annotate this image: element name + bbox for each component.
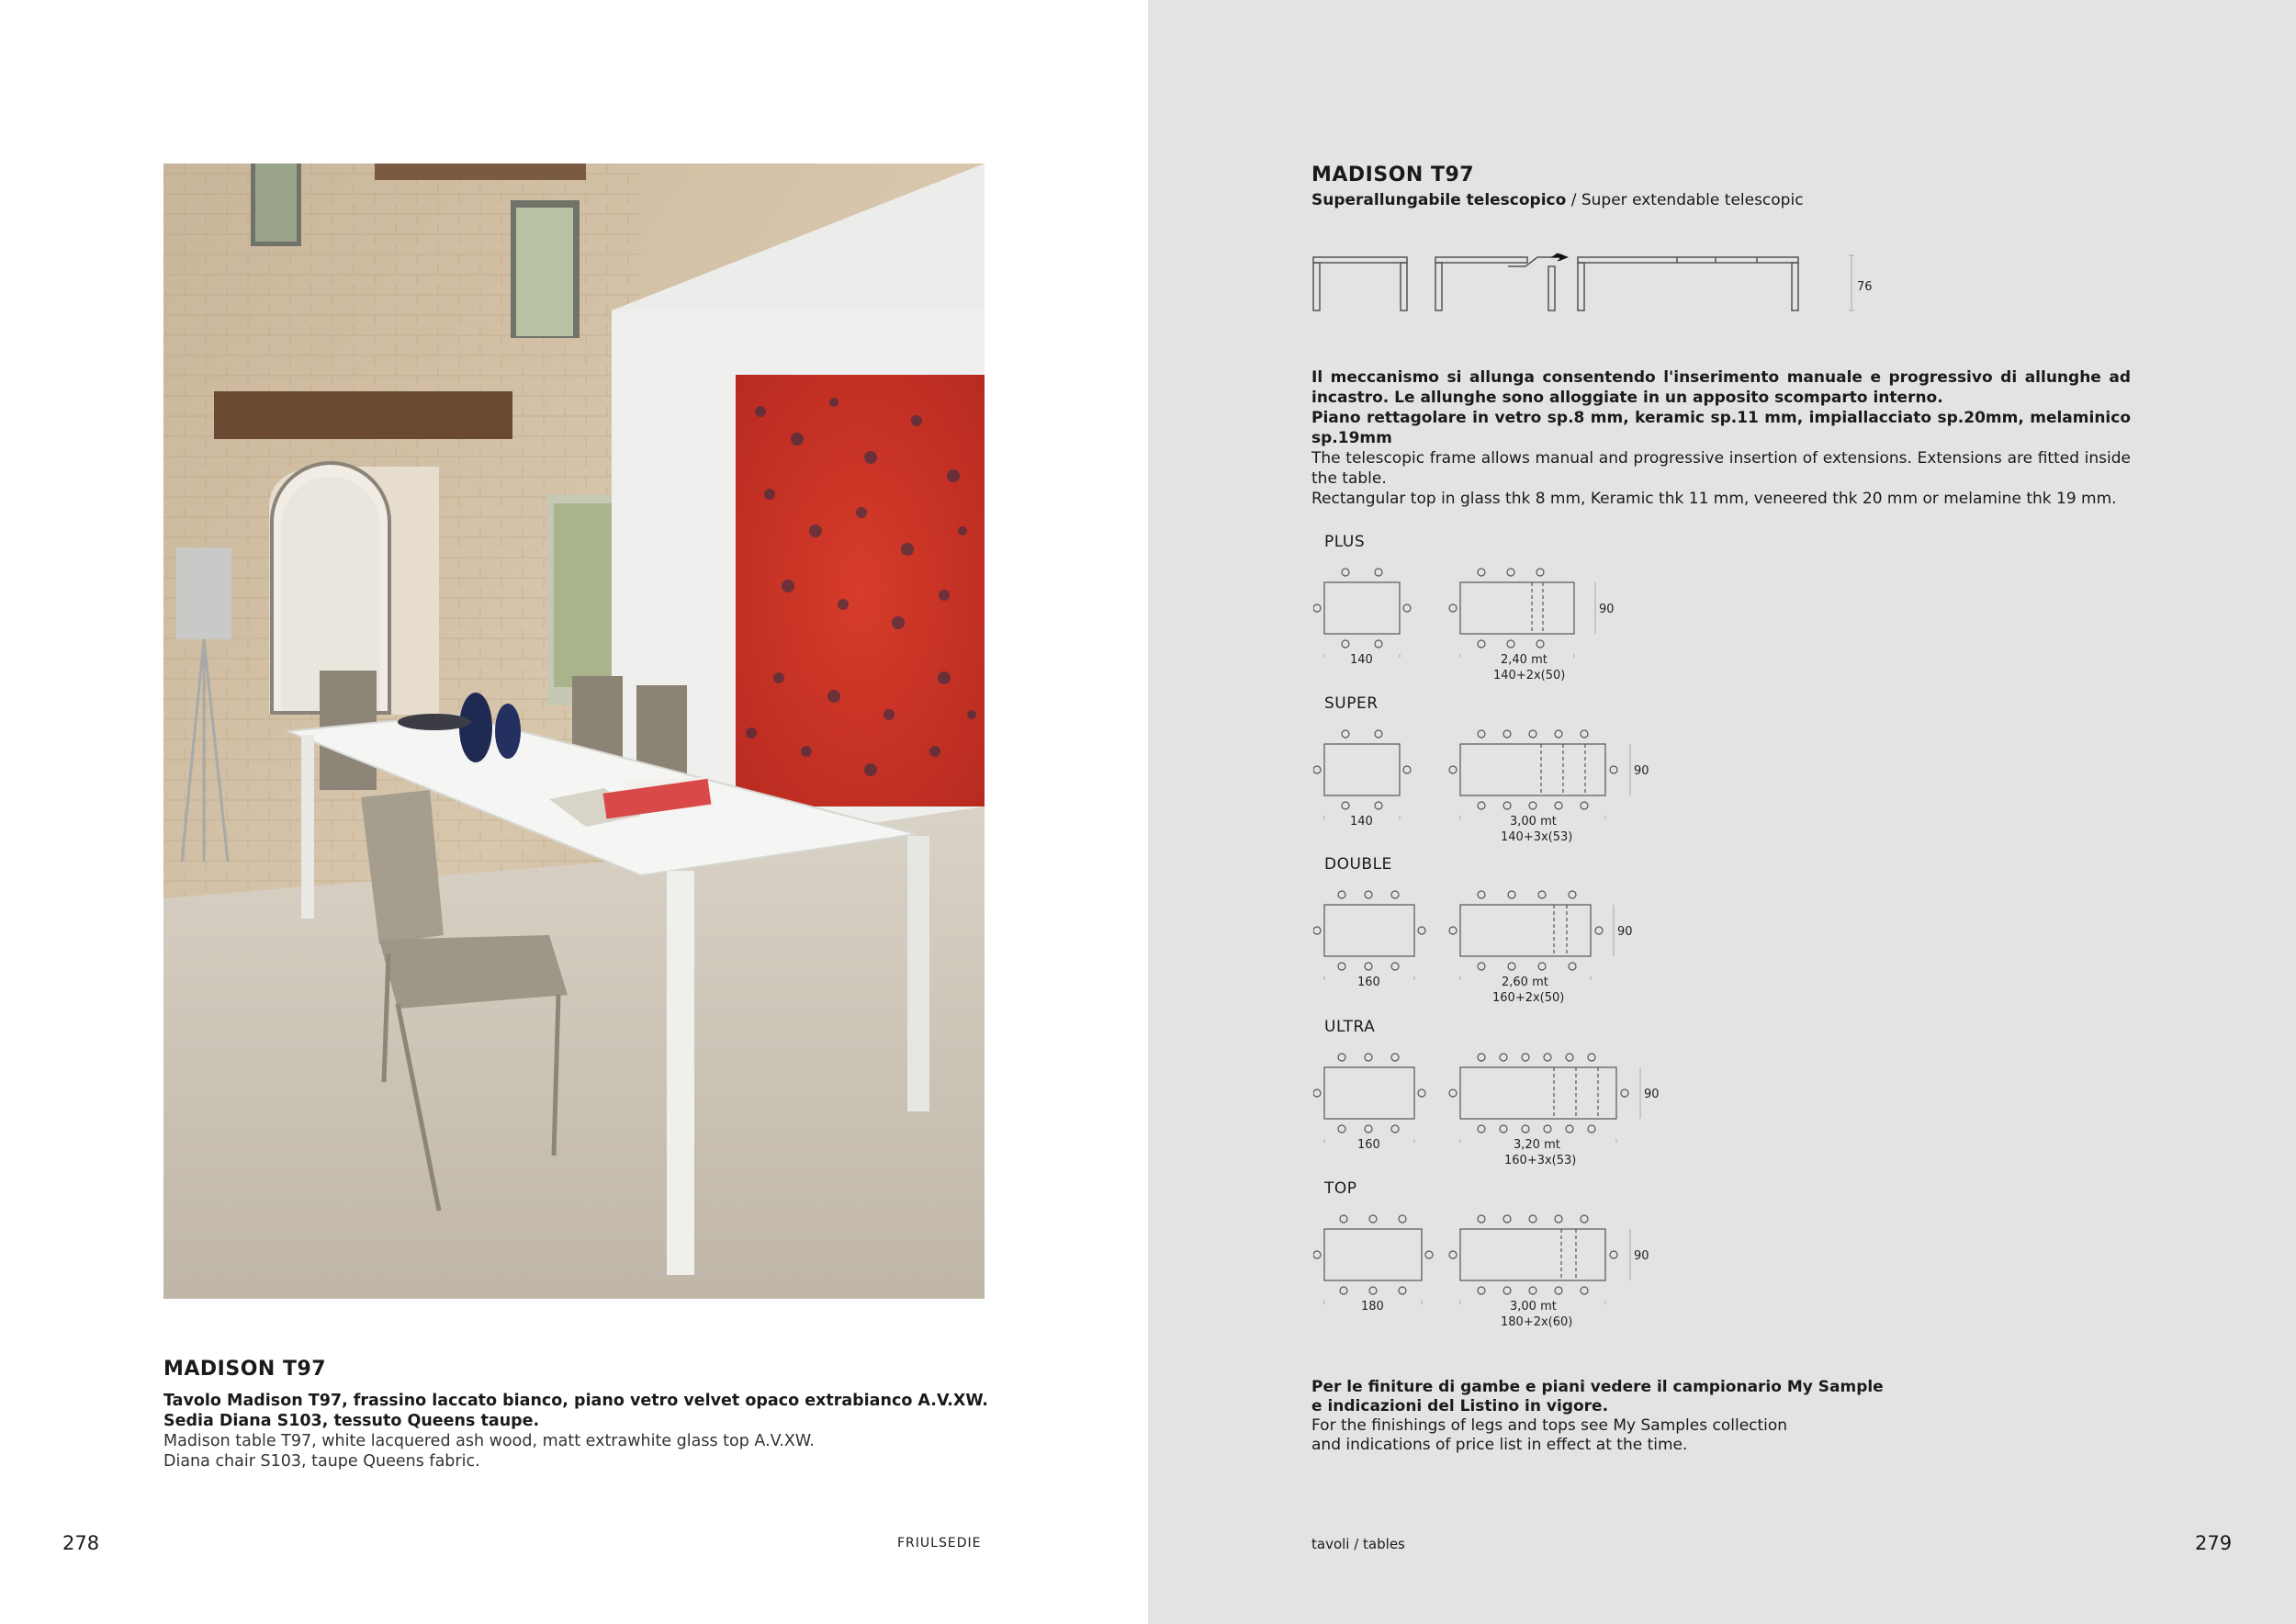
config-diagram-ultra xyxy=(1313,1047,1699,1176)
caption-it-line-1: Tavolo Madison T97, frassino laccato bianco, piano vetro velvet opaco extrabianco A.V.XW. xyxy=(163,1392,988,1410)
note-it-2: e indicazioni del Listino in vigore. xyxy=(1311,1397,1609,1415)
product-title: MADISON T97 xyxy=(163,1358,327,1381)
closed-length: 140 xyxy=(1350,815,1373,829)
description-en-1: The telescopic frame allows manual and progressive insertion of extensions. Extensions are fitted inside the table. xyxy=(1311,449,2131,488)
depth: 90 xyxy=(1644,1088,1660,1101)
depth: 90 xyxy=(1634,1249,1649,1263)
config-diagram-top xyxy=(1313,1209,1699,1337)
extension-formula: 140+3x(53) xyxy=(1501,830,1573,844)
config-label-super: SUPER xyxy=(1324,694,1379,713)
closed-length: 180 xyxy=(1361,1300,1384,1314)
config-label-top: TOP xyxy=(1324,1179,1357,1198)
product-photo xyxy=(163,164,985,1299)
extended-length: 3,00 mt xyxy=(1510,1300,1557,1314)
height-dimension: 76 xyxy=(1857,280,1873,294)
subtitle-separator: / xyxy=(1566,191,1581,209)
note-en-1: For the finishings of legs and tops see My Samples collection xyxy=(1311,1416,1788,1435)
extension-formula: 160+3x(53) xyxy=(1504,1154,1577,1167)
subtitle-en: Super extendable telescopic xyxy=(1581,191,1804,209)
description-it-1: Il meccanismo si allunga consentendo l'inserimento manuale e progressivo di allunghe ad incastro. Le allunghe sono alloggiate in un apposito scomparto interno. xyxy=(1311,368,2131,407)
note-it-1: Per le finiture di gambe e piani vedere il campionario My Sample xyxy=(1311,1378,1884,1396)
caption-en-line-2: Diana chair S103, taupe Queens fabric. xyxy=(163,1452,480,1471)
closed-length: 140 xyxy=(1350,653,1373,667)
config-diagram-super xyxy=(1313,724,1699,852)
footer-category: tavoli / tables xyxy=(1311,1536,1405,1552)
finishes-note xyxy=(1311,1378,1954,1455)
closed-length: 160 xyxy=(1357,976,1380,989)
brand-name: FRIULSEDIE xyxy=(897,1536,982,1551)
extended-length: 2,60 mt xyxy=(1502,976,1548,989)
config-diagram-double xyxy=(1313,885,1699,1013)
subtitle-it: Superallungabile telescopico xyxy=(1311,191,1567,209)
page-number-left: 278 xyxy=(62,1532,100,1554)
description-en-2: Rectangular top in glass thk 8 mm, Keramic thk 11 mm, veneered thk 20 mm or melamine thk 19 mm. xyxy=(1311,490,2117,508)
caption-en-line-1: Madison table T97, white lacquered ash wood, matt extrawhite glass top A.V.XW. xyxy=(163,1432,815,1450)
caption-it-line-2: Sedia Diana S103, tessuto Queens taupe. xyxy=(163,1412,540,1430)
dining-room-photo xyxy=(163,164,985,1299)
product-caption xyxy=(163,1391,990,1472)
extension-formula: 140+2x(50) xyxy=(1493,669,1566,682)
config-label-plus: PLUS xyxy=(1324,533,1366,551)
description xyxy=(1311,367,2131,509)
note-en-2: and indications of price list in effect at the time. xyxy=(1311,1436,1688,1454)
config-diagram-plus xyxy=(1313,562,1699,691)
extension-formula: 180+2x(60) xyxy=(1501,1315,1573,1329)
page-number-right: 279 xyxy=(2195,1532,2233,1554)
extension-formula: 160+2x(50) xyxy=(1492,991,1565,1005)
closed-length: 160 xyxy=(1357,1138,1380,1152)
right-page xyxy=(1148,0,2296,1624)
depth: 90 xyxy=(1617,925,1633,939)
depth: 90 xyxy=(1599,603,1615,616)
description-it-2: Piano rettagolare in vetro sp.8 mm, keramic sp.11 mm, impiallacciato sp.20mm, melaminico sp.19mm xyxy=(1311,409,2131,447)
extended-length: 2,40 mt xyxy=(1501,653,1548,667)
extended-length: 3,20 mt xyxy=(1514,1138,1560,1152)
spec-title: MADISON T97 xyxy=(1311,164,1475,186)
extended-length: 3,00 mt xyxy=(1510,815,1557,829)
mechanism-diagram xyxy=(1311,246,1899,320)
config-label-ultra: ULTRA xyxy=(1324,1018,1376,1036)
depth: 90 xyxy=(1634,764,1649,778)
spec-subtitle xyxy=(1311,191,1804,209)
config-label-double: DOUBLE xyxy=(1324,855,1392,874)
